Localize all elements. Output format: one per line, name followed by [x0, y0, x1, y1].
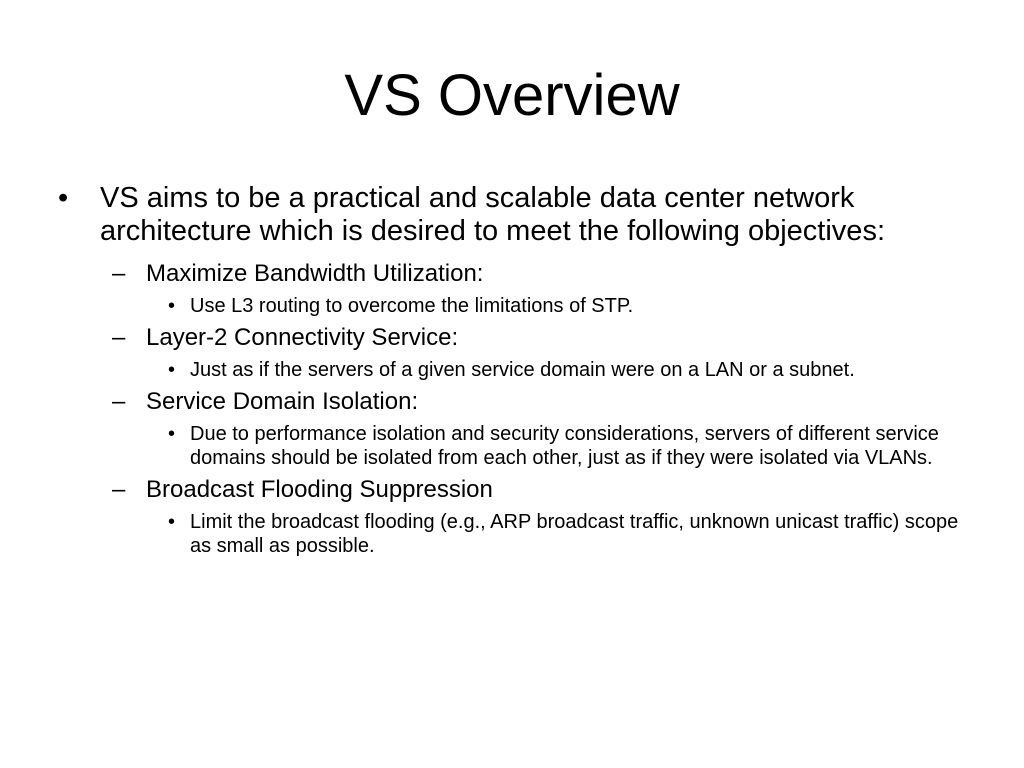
- bullet-icon: •: [168, 359, 176, 381]
- dash-icon: –: [112, 324, 126, 351]
- objective-detail: [168, 510, 970, 558]
- objective-detail: [168, 422, 970, 470]
- bullet-icon: •: [168, 511, 176, 533]
- dash-icon: –: [112, 388, 126, 415]
- objective-heading-text: Maximize Bandwidth Utilization:: [146, 260, 484, 287]
- slide-body: [0, 182, 1024, 558]
- dash-icon: –: [112, 260, 126, 287]
- objective-detail-text: Use L3 routing to overcome the limitations of STP.: [190, 295, 634, 317]
- objective-detail-text: Just as if the servers of a given service domain were on a LAN or a subnet.: [190, 359, 855, 381]
- bullet-icon: •: [58, 182, 69, 214]
- objective-detail: [168, 294, 970, 318]
- dash-icon: –: [112, 476, 126, 503]
- objective-heading: [112, 476, 946, 504]
- objective-detail-text: Due to performance isolation and security considerations, servers of different service domains should be isolated from each other, just as if they were isolated via VLANs.: [190, 423, 939, 469]
- bullet-icon: •: [168, 423, 176, 445]
- main-bullet-point: [58, 182, 890, 248]
- objective-heading: [112, 260, 946, 288]
- bullet-icon: •: [168, 295, 176, 317]
- objective-heading-text: Service Domain Isolation:: [146, 388, 419, 415]
- objective-detail: [168, 358, 970, 382]
- objective-detail-text: Limit the broadcast flooding (e.g., ARP broadcast traffic, unknown unicast traffic) scope as small as possible.: [190, 511, 959, 557]
- slide-title: VS Overview: [344, 63, 680, 128]
- main-bullet-text: VS aims to be a practical and scalable data center network architecture which is desired to meet the following objectives:: [100, 182, 885, 247]
- objective-heading-text: Broadcast Flooding Suppression: [146, 476, 493, 503]
- objective-heading: [112, 388, 946, 416]
- objective-heading: [112, 324, 946, 352]
- objective-heading-text: Layer-2 Connectivity Service:: [146, 324, 459, 351]
